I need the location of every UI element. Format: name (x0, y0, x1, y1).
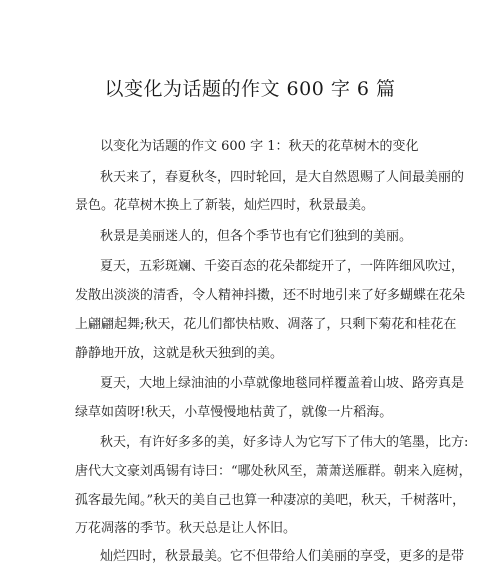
text-line: 灿烂四时，秋景最美。它不但带给人们美丽的享受，更多的是带 (100, 549, 465, 564)
text-line: 孤客最先闻。”秋天的美自己也算一种凄凉的美吧，秋天，千树落叶， (75, 493, 466, 508)
text-line: 发散出淡淡的清香，令人精神抖擞，还不时地引来了好多蝴蝶在花朵 (75, 288, 466, 303)
text-line: 唐代大文豪刘禹锡有诗曰：“哪处秋风至，萧萧送雁群。朝来入庭树， (75, 464, 472, 479)
text-line: 以变化为话题的作文 600 字 1：秋天的花草树木的变化 (100, 139, 419, 154)
text-line: 上翩翩起舞;秋天，花儿们都快枯败、凋落了，只剩下菊花和桂花在 (75, 317, 457, 332)
text-line: 万花凋落的季节。秋天总是让人怀旧。 (75, 521, 297, 536)
text-line: 秋天，有许好多多的美，好多诗人为它写下了伟大的笔墨，比方: (100, 435, 469, 450)
text-line: 夏天，大地上绿油油的小草就像地毯同样覆盖着山坡、路旁真是 (100, 376, 465, 391)
text-line: 夏天，五彩斑斓、千姿百态的花朵都绽开了，一阵阵细风吹过， (100, 259, 465, 274)
text-line: 秋景是美丽迷人的，但各个季节也有它们独到的美丽。 (100, 229, 413, 244)
text-line: 秋天来了，春夏秋冬，四时轮回，是大自然恩赐了人间最美丽的 (100, 170, 465, 185)
document-title: 以变化为话题的作文 600 字 6 篇 (104, 78, 396, 100)
text-line: 景色。花草树木换上了新装，灿烂四时，秋景最美。 (75, 198, 375, 213)
text-line: 绿草如茵呀!秋天，小草慢慢地枯黄了，就像一片稻海。 (75, 405, 393, 420)
text-line: 静静地开放，这就是秋天独到的美。 (75, 346, 284, 361)
